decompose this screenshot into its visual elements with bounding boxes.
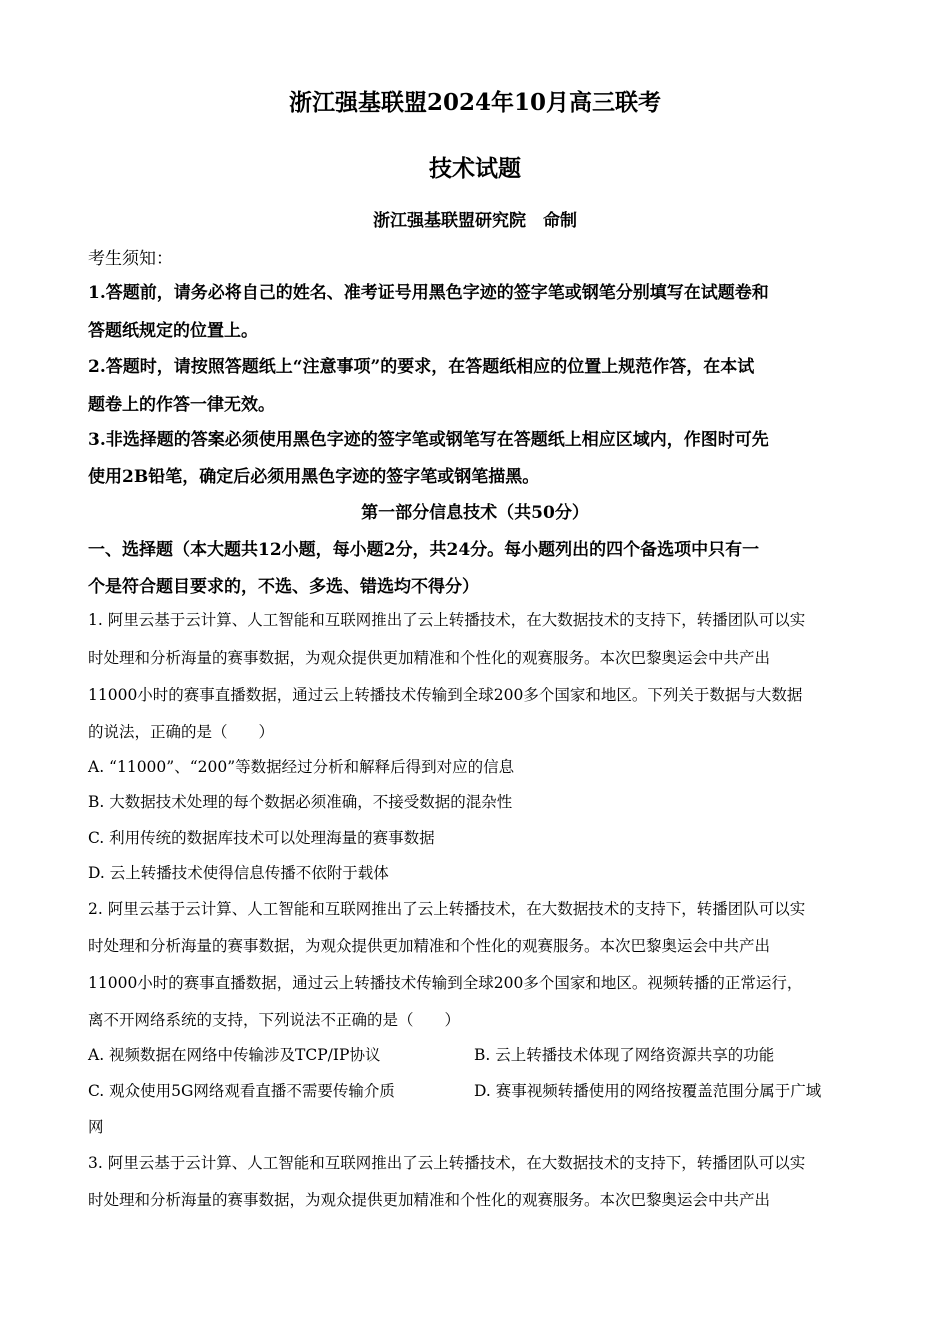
part-title: 第一部分信息技术（共50分）: [361, 503, 589, 523]
subject-title: 技术试题: [429, 155, 521, 182]
question-2-option-a: A. 视频数据在网络中传输涉及TCP/IP协议: [88, 1046, 381, 1064]
notice-line: 2.答题时，请按照答题纸上“注意事项”的要求，在答题纸相应的位置上规范作答，在本试: [88, 357, 755, 377]
question-2-text: 11000小时的赛事直播数据，通过云上转播技术传输到全球200多个国家和地区。视频转播的正常运行，: [88, 974, 803, 992]
section-heading: 个是符合题目要求的，不选、多选、错选均不得分）: [88, 577, 479, 597]
notice-line: 使用2B铅笔，确定后必须用黑色字迹的签字笔或钢笔描黑。: [88, 467, 540, 487]
question-2-option-d: D. 赛事视频转播使用的网络按覆盖范围分属于广域: [474, 1082, 822, 1100]
question-3-text: 时处理和分析海量的赛事数据，为观众提供更加精准和个性化的观赛服务。本次巴黎奥运会中共产出: [88, 1191, 771, 1209]
question-2-option-b: B. 云上转播技术体现了网络资源共享的功能: [474, 1046, 775, 1064]
question-1-option-b: B. 大数据技术处理的每个数据必须准确，不接受数据的混杂性: [88, 793, 513, 811]
question-1-text: 的说法，正确的是（ ）: [88, 723, 275, 741]
notice-line: 1.答题前，请务必将自己的姓名、准考证号用黑色字迹的签字笔或钢笔分别填写在试题卷和: [88, 283, 769, 303]
exam-title: 浙江强基联盟2024年10月高三联考: [288, 89, 662, 116]
question-2-option-c: C. 观众使用5G网络观看直播不需要传输介质: [88, 1082, 395, 1100]
question-1-option-c: C. 利用传统的数据库技术可以处理海量的赛事数据: [88, 829, 435, 847]
question-2-text: 时处理和分析海量的赛事数据，为观众提供更加精准和个性化的观赛服务。本次巴黎奥运会中共产出: [88, 937, 771, 955]
question-3-text: 3. 阿里云基于云计算、人工智能和互联网推出了云上转播技术，在大数据技术的支持下，转播团队可以实: [88, 1154, 806, 1172]
question-2-text: 2. 阿里云基于云计算、人工智能和互联网推出了云上转播技术，在大数据技术的支持下，转播团队可以实: [88, 900, 806, 918]
notice-line: 题卷上的作答一律无效。: [88, 395, 275, 415]
section-heading: 一、选择题（本大题共12小题，每小题2分，共24分。每小题列出的四个备选项中只有一: [88, 540, 760, 560]
question-1-text: 时处理和分析海量的赛事数据，为观众提供更加精准和个性化的观赛服务。本次巴黎奥运会中共产出: [88, 649, 771, 667]
question-1-option-a: A. “11000”、“200”等数据经过分析和解释后得到对应的信息: [88, 758, 515, 776]
question-2-option-d-wrap: 网: [88, 1118, 104, 1136]
exam-maker: 浙江强基联盟研究院 命制: [373, 211, 577, 231]
question-1-option-d: D. 云上转播技术使得信息传播不依附于载体: [88, 864, 389, 882]
question-2-text: 离不开网络系统的支持，下列说法不正确的是（ ）: [88, 1011, 461, 1029]
notice-line: 答题纸规定的位置上。: [88, 321, 258, 341]
notice-line: 3.非选择题的答案必须使用黑色字迹的签字笔或钢笔写在答题纸上相应区域内，作图时可先: [88, 430, 769, 450]
notice-heading: 考生须知：: [88, 249, 173, 269]
question-1-text: 11000小时的赛事直播数据，通过云上转播技术传输到全球200多个国家和地区。下列关于数据与大数据: [88, 686, 803, 704]
question-1-text: 1. 阿里云基于云计算、人工智能和互联网推出了云上转播技术，在大数据技术的支持下，转播团队可以实: [88, 611, 806, 629]
